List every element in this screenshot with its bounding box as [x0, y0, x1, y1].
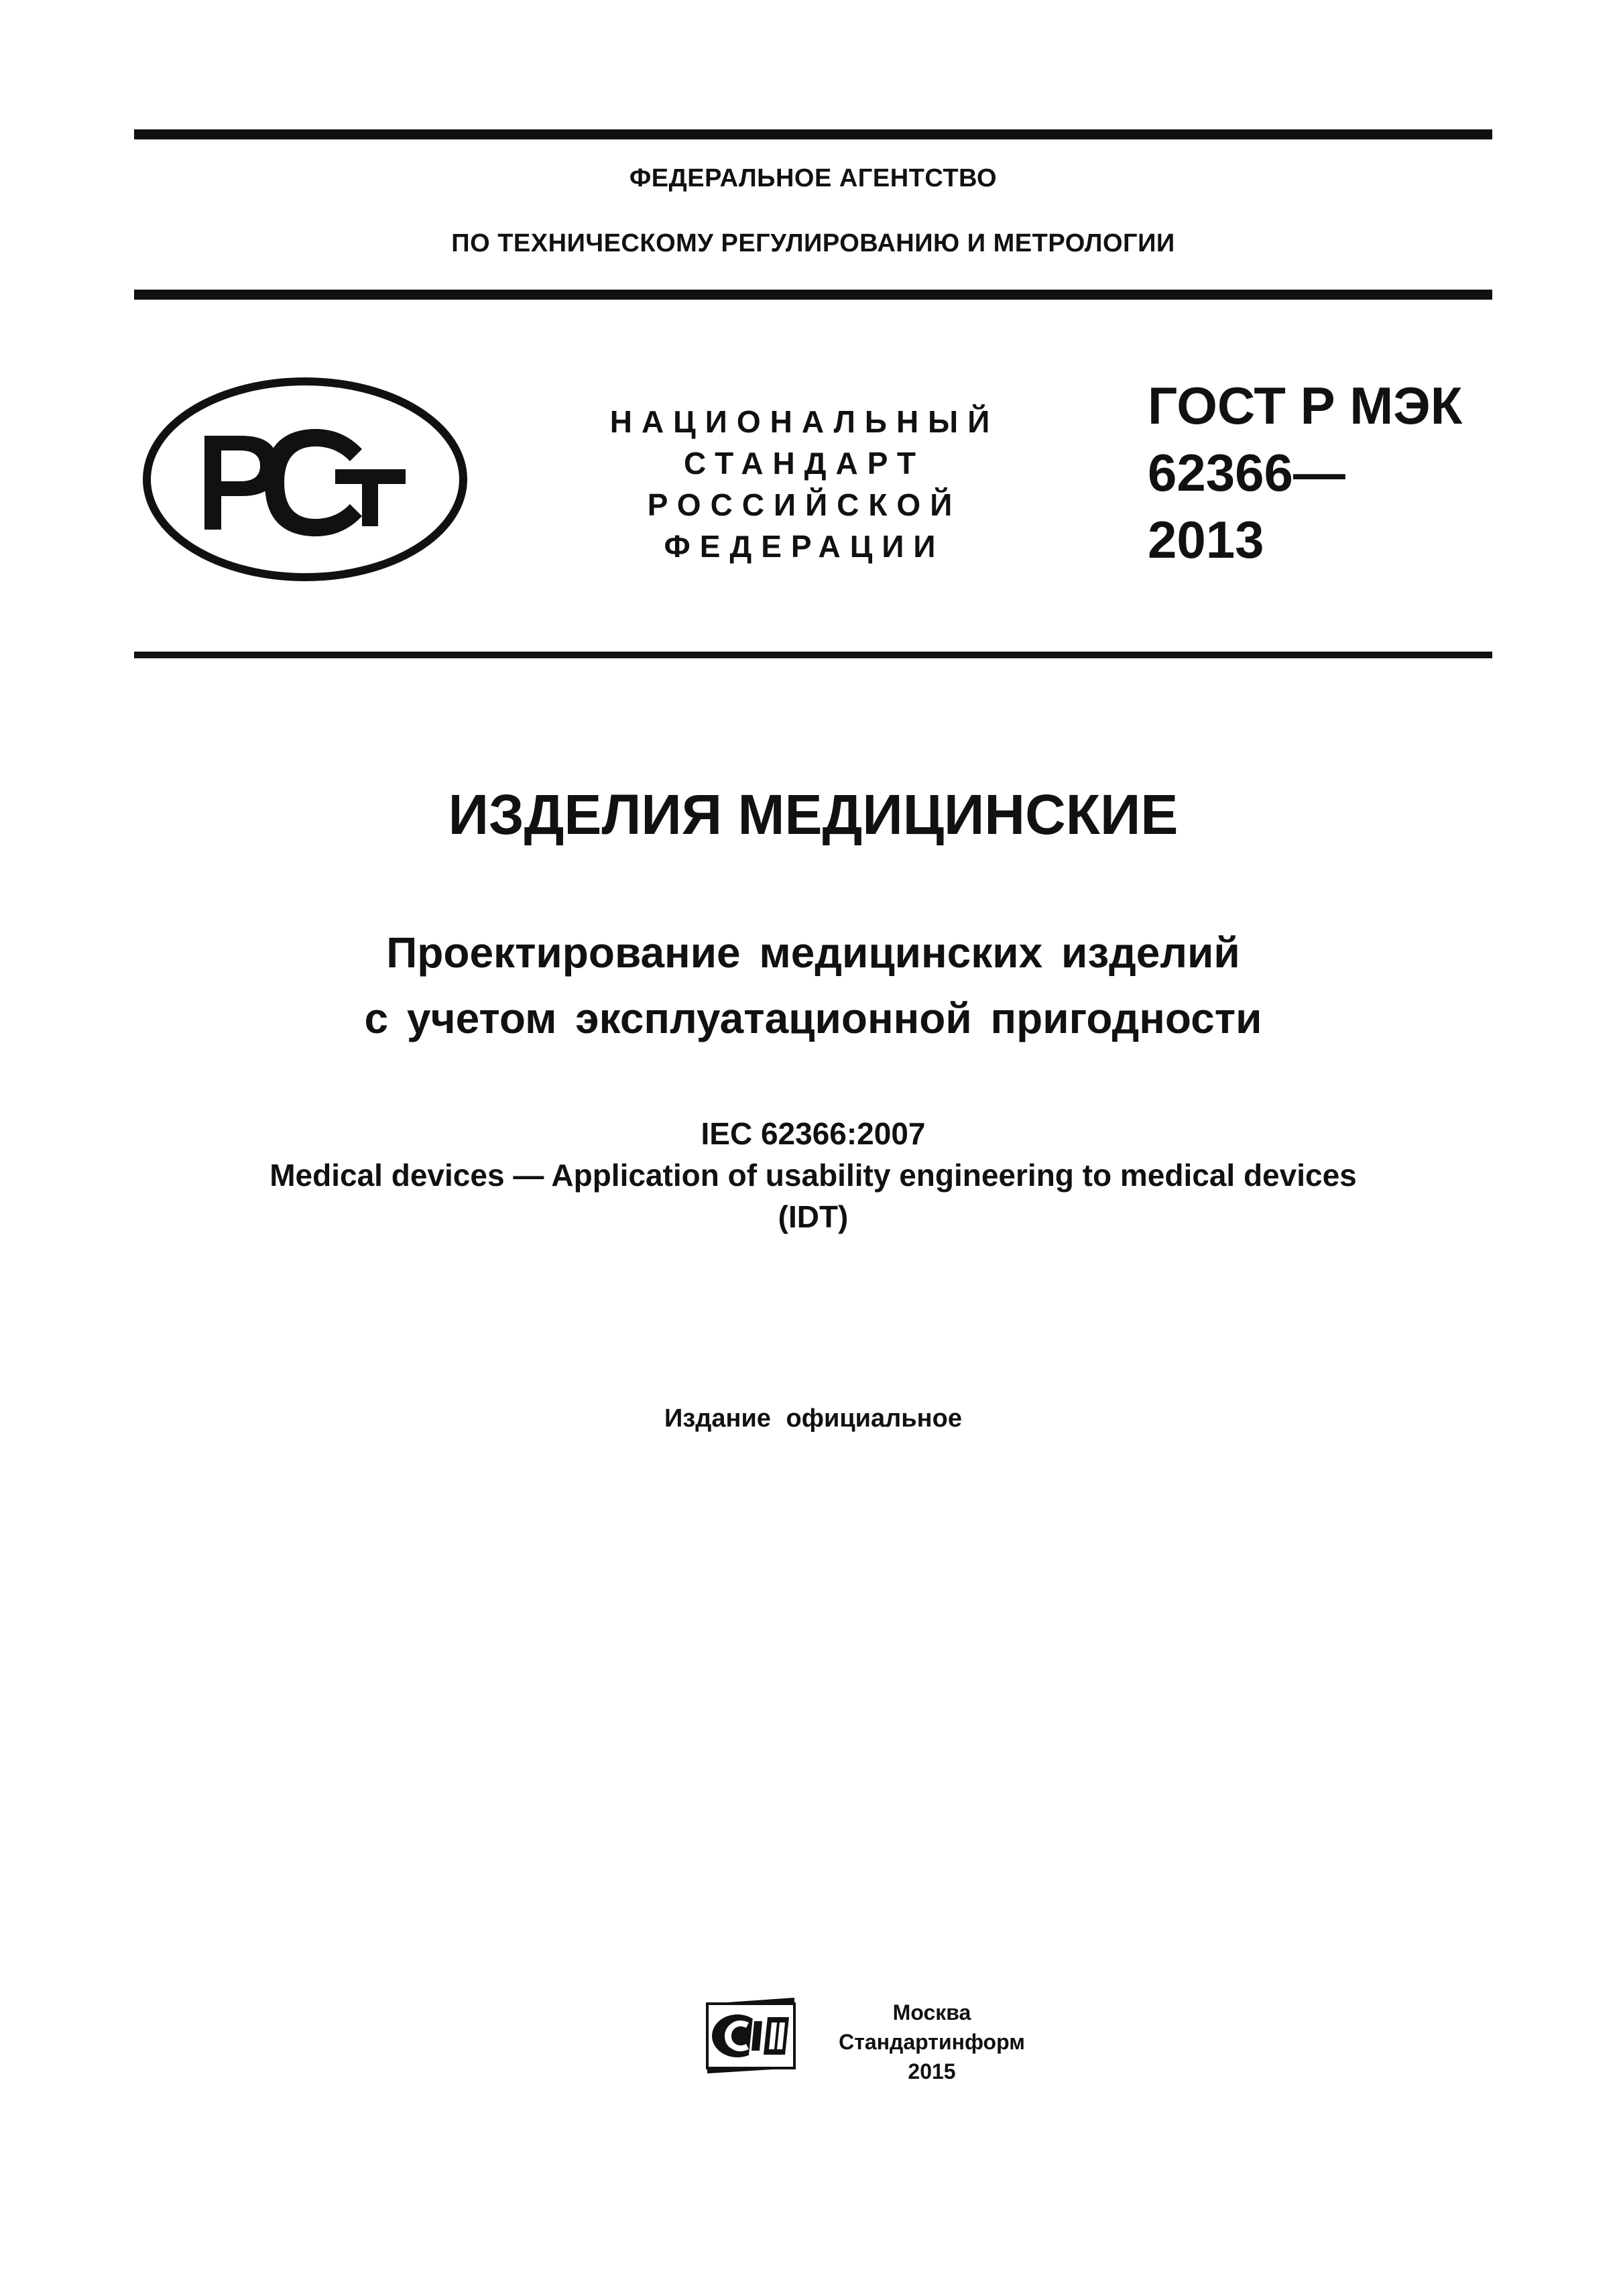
- national-line: НАЦИОНАЛЬНЫЙ: [609, 404, 1000, 439]
- subtitle-line: с учетом эксплуатационной пригодности: [364, 994, 1262, 1042]
- international-standard-reference: [134, 1113, 1492, 1237]
- designation-line: 62366—: [1148, 443, 1345, 502]
- publication-year: 2015: [908, 2059, 956, 2083]
- rst-certification-mark-icon: [141, 375, 469, 583]
- subtitle-line: Проектирование медицинских изделий: [386, 928, 1240, 977]
- top-rule: [134, 129, 1492, 139]
- agency-name-line-2: ПО ТЕХНИЧЕСКОМУ РЕГУЛИРОВАНИЮ И МЕТРОЛОГИИ: [451, 229, 1175, 257]
- national-line: РОССИЙСКОЙ: [647, 487, 962, 522]
- national-standard-label: [570, 401, 1039, 567]
- iec-degree: (IDT): [778, 1199, 849, 1234]
- agency-name-line-1: ФЕДЕРАЛЬНОЕ АГЕНТСТВО: [629, 164, 998, 192]
- iec-code: IEC 62366:2007: [701, 1116, 926, 1151]
- document-title: ИЗДЕЛИЯ МЕДИЦИНСКИЕ: [448, 783, 1179, 846]
- standartinform-logo-icon: [701, 1994, 801, 2075]
- publisher-city: Москва: [892, 2000, 971, 2025]
- publisher-name: Стандартинформ: [839, 2030, 1025, 2054]
- national-line: СТАНДАРТ: [684, 446, 925, 481]
- national-line: ФЕДЕРАЦИИ: [664, 529, 945, 564]
- edition-label: Издание официальное: [664, 1404, 962, 1433]
- designation-line: 2013: [1148, 510, 1264, 569]
- document-subtitle: [134, 920, 1492, 1051]
- designation-line: ГОСТ Р МЭК: [1148, 376, 1463, 435]
- middle-rule: [134, 290, 1492, 300]
- publisher-info: [821, 1998, 1042, 2086]
- standard-designation: [1148, 372, 1462, 573]
- lower-rule: [134, 652, 1492, 658]
- iec-english-title: Medical devices — Application of usability engineering to medical devices: [269, 1158, 1357, 1193]
